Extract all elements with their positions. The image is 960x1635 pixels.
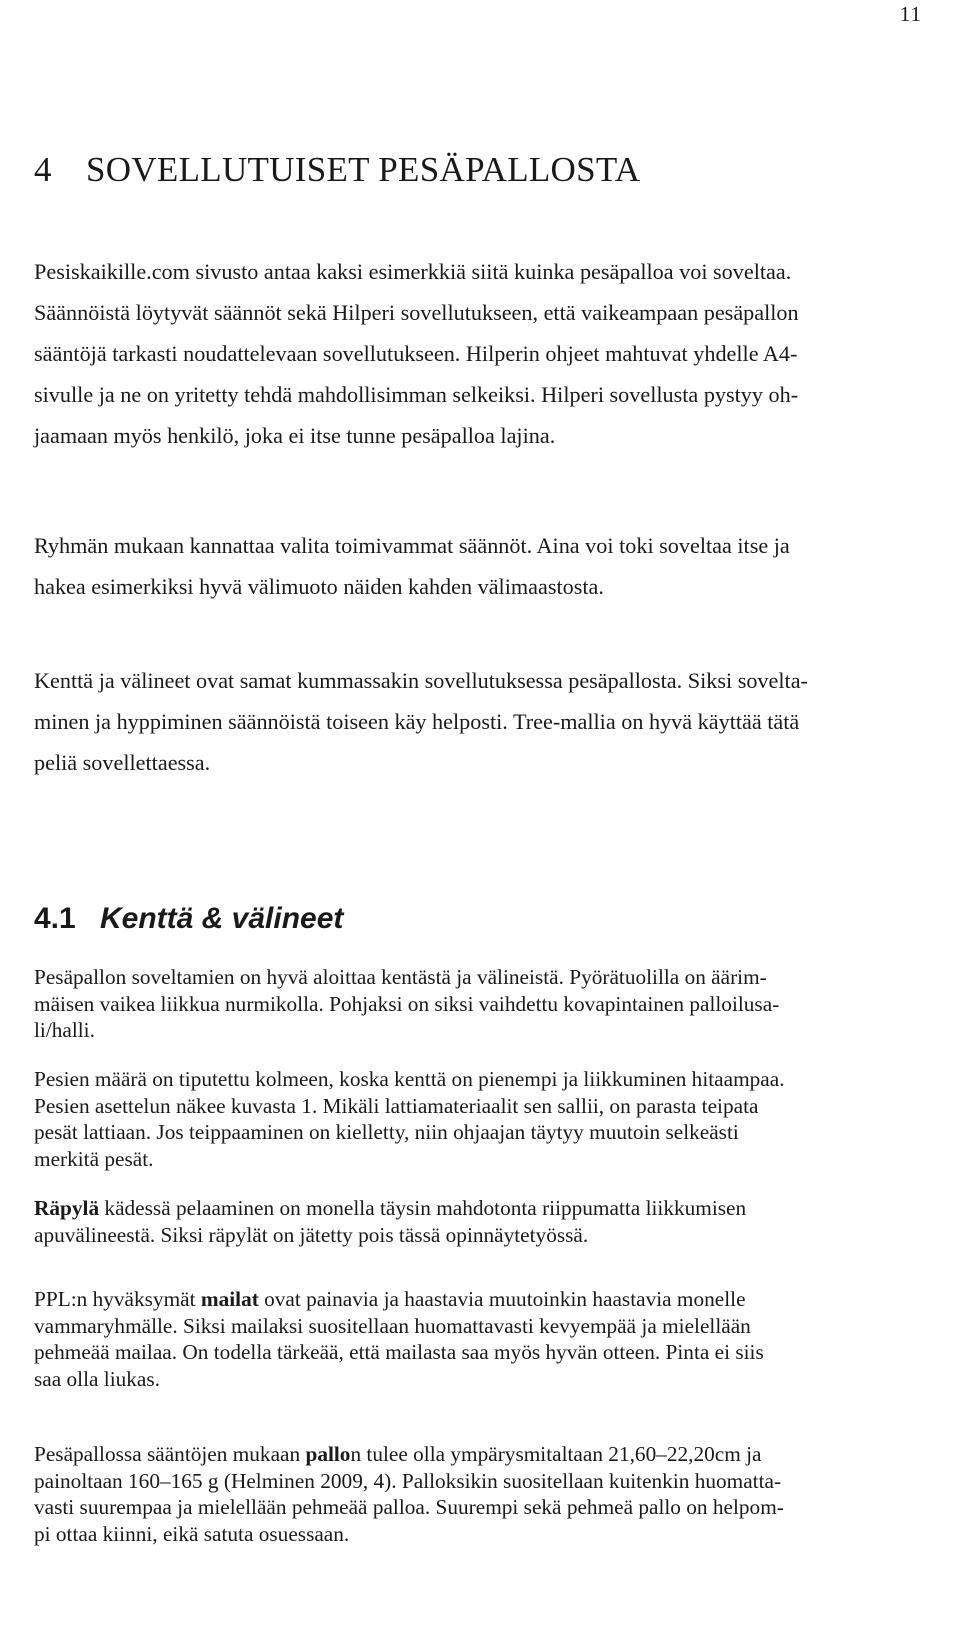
text-fragment: PPL:n hyväksymät bbox=[34, 1287, 201, 1311]
text-line: pehmeää mailaa. On todella tärkeää, että mailasta saa myös hyvän otteen. Pinta ei siis bbox=[34, 1340, 764, 1365]
text-line: peliä sovellettaessa. bbox=[34, 750, 211, 775]
chapter-title: SOVELLUTUISET PESÄPALLOSTA bbox=[86, 150, 641, 189]
section-number: 4.1 bbox=[34, 902, 76, 935]
text-line: sivulle ja ne on yritetty tehdä mahdollisimman selkeiksi. Hilperi sovellusta pystyy oh- bbox=[34, 382, 799, 407]
bold-term: mailat bbox=[200, 1287, 259, 1311]
text-fragment: Pesäpallossa sääntöjen mukaan bbox=[34, 1442, 306, 1466]
text-line: jaamaan myös henkilö, joka ei itse tunne pesäpalloa lajina. bbox=[34, 423, 556, 448]
text-line: sääntöjä tarkasti noudattelevaan sovellutukseen. Hilperin ohjeet mahtuvat yhdelle A4- bbox=[34, 341, 798, 366]
section-heading bbox=[34, 902, 343, 936]
section-paragraph-2 bbox=[34, 1066, 926, 1172]
text-line: Ryhmän mukaan kannattaa valita toimivammat säännöt. Aina voi toki soveltaa itse ja bbox=[34, 533, 790, 558]
text-line: vasti suurempaa ja mielellään pehmeää palloa. Suurempi sekä pehmeä pallo on helpom- bbox=[34, 1495, 784, 1520]
text-line: vammaryhmälle. Siksi mailaksi suositellaan huomattavasti kevyempää ja mielellään bbox=[34, 1313, 751, 1338]
text-fragment: n tulee olla ympärysmitaltaan 21,60–22,20cm ja bbox=[350, 1442, 762, 1466]
text-fragment: kädessä pelaaminen on monella täysin mahdotonta riippumatta liikkumisen bbox=[99, 1196, 747, 1220]
text-line: Pesien asettelun näkee kuvasta 1. Mikäli lattiamateriaalit sen sallii, on parasta teipata bbox=[34, 1093, 759, 1118]
chapter-number: 4 bbox=[34, 150, 52, 189]
text-line bbox=[34, 1441, 926, 1468]
page-number: 11 bbox=[899, 2, 922, 26]
text-fragment: ovat painavia ja haastavia muutoinkin haastavia monelle bbox=[258, 1287, 746, 1311]
text-line: mäisen vaikea liikkua nurmikolla. Pohjaksi on siksi vaihdettu kovapintainen palloilusa- bbox=[34, 991, 780, 1016]
bold-term: pallo bbox=[305, 1442, 351, 1466]
text-line: pi ottaa kiinni, eikä satuta osuessaan. bbox=[34, 1521, 350, 1546]
text-line: pesät lattiaan. Jos teippaaminen on kielletty, niin ohjaajan täytyy muutoin selkeästi bbox=[34, 1120, 739, 1145]
text-line: Pesiskaikille.com sivusto antaa kaksi esimerkkiä siitä kuinka pesäpalloa voi soveltaa. bbox=[34, 259, 792, 284]
text-line bbox=[34, 1195, 926, 1222]
section-title: Kenttä & välineet bbox=[100, 902, 344, 935]
text-line: hakea esimerkiksi hyvä välimuoto näiden kahden välimaastosta. bbox=[34, 574, 604, 599]
text-line: li/halli. bbox=[34, 1018, 95, 1043]
text-line: painoltaan 160–165 g (Helminen 2009, 4). Palloksikin suositellaan kuitenkin huomatta- bbox=[34, 1468, 782, 1493]
chapter-heading bbox=[34, 150, 640, 190]
text-line: minen ja hyppiminen säännöistä toiseen käy helposti. Tree-mallia on hyvä käyttää tätä bbox=[34, 709, 800, 734]
intro-paragraph-3 bbox=[34, 660, 926, 783]
text-line: Säännöistä löytyvät säännöt sekä Hilperi sovellutukseen, että vaikeampaan pesäpallon bbox=[34, 300, 799, 325]
text-line: Kenttä ja välineet ovat samat kummassakin sovellutuksessa pesäpallosta. Siksi sovelta- bbox=[34, 668, 808, 693]
bold-term: Räpylä bbox=[34, 1196, 100, 1220]
section-paragraph-1 bbox=[34, 964, 926, 1044]
section-paragraph-4 bbox=[34, 1286, 926, 1392]
section-paragraph-5 bbox=[34, 1441, 926, 1547]
section-paragraph-3 bbox=[34, 1195, 926, 1248]
text-line: apuvälineestä. Siksi räpylät on jätetty pois tässä opinnäytetyössä. bbox=[34, 1222, 589, 1247]
text-line: saa olla liukas. bbox=[34, 1366, 160, 1391]
intro-paragraph-1 bbox=[34, 251, 926, 456]
text-line: merkitä pesät. bbox=[34, 1146, 154, 1171]
text-line: Pesäpallon soveltamien on hyvä aloittaa kentästä ja välineistä. Pyörätuolilla on äärim- bbox=[34, 965, 767, 989]
text-line: Pesien määrä on tiputettu kolmeen, koska kenttä on pienempi ja liikkuminen hitaampaa. bbox=[34, 1067, 785, 1091]
intro-paragraph-2 bbox=[34, 525, 926, 607]
text-line bbox=[34, 1286, 926, 1313]
